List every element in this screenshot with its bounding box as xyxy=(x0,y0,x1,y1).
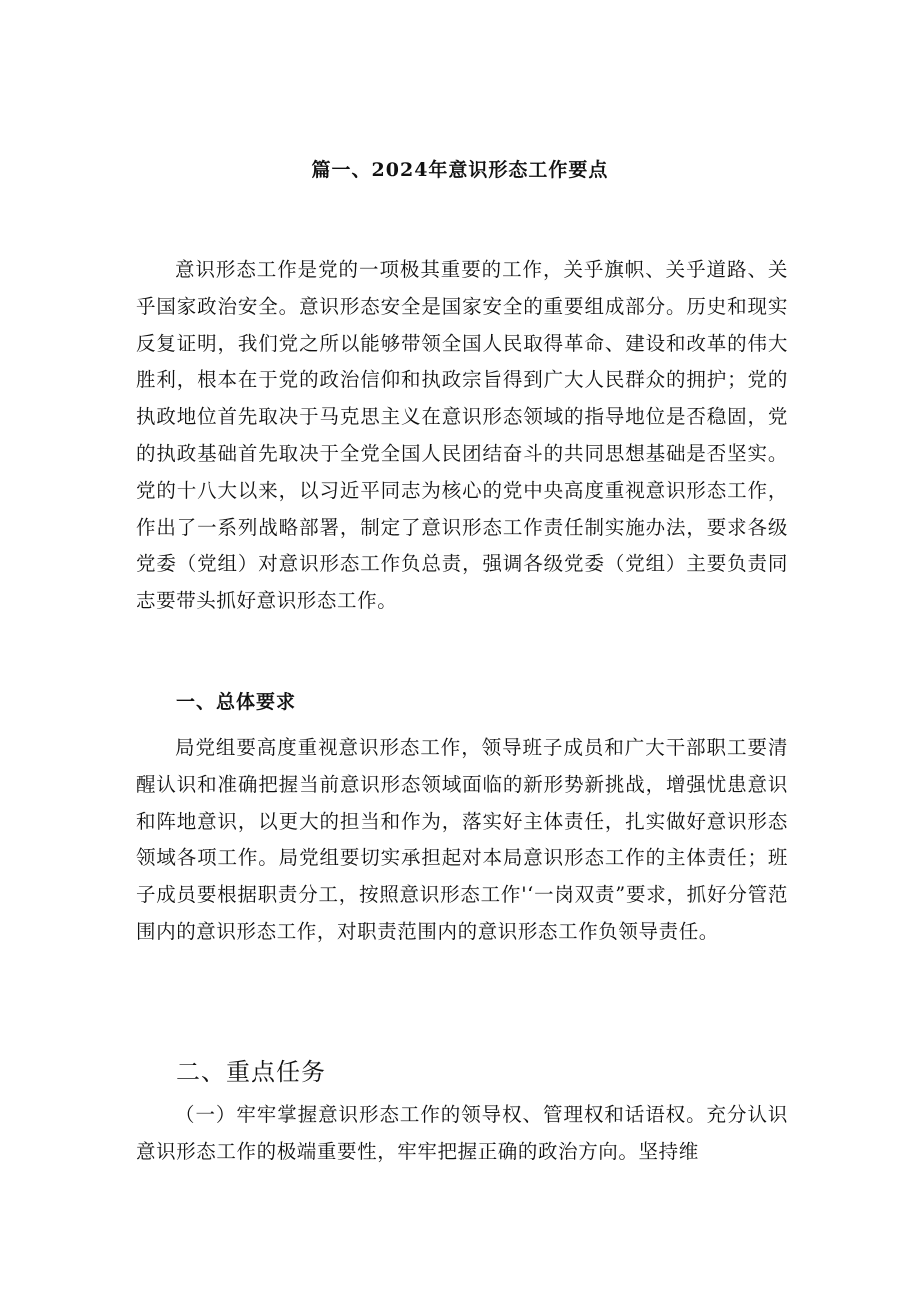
key-tasks-paragraph: （一）牢牢掌握意识形态工作的领导权、管理权和话语权。充分认识意识形态工作的极端重要性，牢牢把握正确的政治方向。坚持维 xyxy=(136,1103,788,1163)
section-heading-key-tasks: 二、重点任务 xyxy=(176,1058,326,1086)
document-title: 篇一、2024年意识形态工作要点 xyxy=(311,159,609,181)
general-requirements-paragraph: 局党组要高度重视意识形态工作，领导班子成员和广大干部职工要清醒认识和准确把握当前意识形态领域面临的新形势新挑战，增强忧患意识和阵地意识，以更大的担当和作为，落实好主体责任，扎实做好意识形态领域各项工作。局党组要切实承担起对本局意识形态工作的主体责任；班子成员要根据职责分工，按照意识形态工作'‘一岗双责”要求，抓好分管范围内的意识形态工作，对职责范围内的意识形态工作负领导责任。 xyxy=(136,736,788,943)
intro-paragraph: 意识形态工作是党的一项极其重要的工作，关乎旗帜、关乎道路、关乎国家政治安全。意识形态安全是国家安全的重要组成部分。历史和现实反复证明，我们党之所以能够带领全国人民取得革命、建设和改革的伟大胜利，根本在于党的政治信仰和执政宗旨得到广大人民群众的拥护；党的执政地位首先取决于马克思主义在意识形态领域的指导地位是否稳固，党的执政基础首先取决于全党全国人民团结奋斗的共同思想基础是否坚实。党的十八大以来，以习近平同志为核心的党中央高度重视意识形态工作，作出了一系列战略部署，制定了意识形态工作责任制实施办法，要求各级党委（党组）对意识形态工作负总责，强调各级党委（党组）主要负责同志要带头抓好意识形态工作。 xyxy=(136,258,788,613)
section-heading-general-requirements: 一、总体要求 xyxy=(176,691,297,713)
